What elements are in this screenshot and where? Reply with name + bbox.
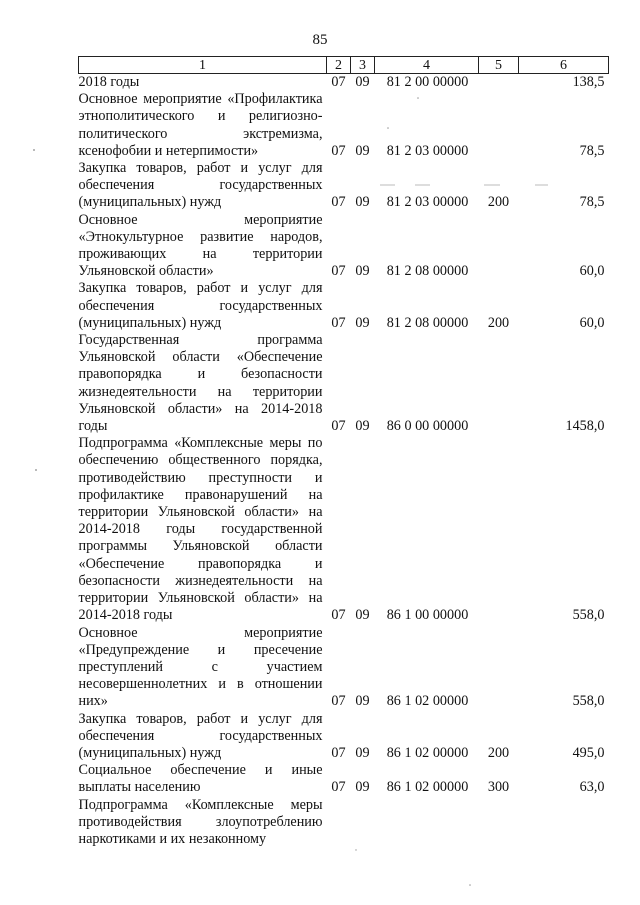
row-section: 07 <box>331 142 346 159</box>
header-col-6: 6 <box>519 57 609 74</box>
row-name: 2018 годы <box>78 74 140 90</box>
row-section: 07 <box>331 744 346 761</box>
row-subsection: 09 <box>355 779 370 796</box>
row-section: 07 <box>331 263 346 280</box>
row-section: 07 <box>331 194 346 211</box>
table-row <box>79 762 609 796</box>
row-subsection: 09 <box>355 693 370 710</box>
row-amount: 138,5 <box>572 74 605 90</box>
row-target-code: 86 1 02 00000 <box>386 779 469 796</box>
row-subsection: 09 <box>355 314 370 331</box>
row-expense-type: 200 <box>487 744 510 761</box>
row-amount <box>519 797 609 849</box>
row-amount: 60,0 <box>579 263 605 280</box>
row-amount: 60,0 <box>579 314 605 331</box>
row-name: Основное мероприятие «Этнокультурное развитие народов, проживающих на территории Ульяновской области» <box>78 211 323 280</box>
row-expense-type <box>479 797 519 849</box>
row-expense-type <box>479 435 519 624</box>
page-number: 85 <box>312 32 328 48</box>
row-expense-type <box>479 74 519 92</box>
row-target-code: 81 2 08 00000 <box>386 314 469 331</box>
row-amount: 63,0 <box>579 779 605 796</box>
row-subsection: 09 <box>355 607 370 624</box>
table-row <box>79 74 609 92</box>
row-subsection: 09 <box>355 142 370 159</box>
table-header-row <box>79 57 609 74</box>
row-name: Закупка товаров, работ и услуг для обеспечения государственных (муниципальных) нужд <box>78 280 323 331</box>
row-target-code: 81 2 08 00000 <box>386 263 469 280</box>
table-row <box>79 212 609 281</box>
row-section: 07 <box>331 779 346 796</box>
row-section: 07 <box>331 418 346 435</box>
row-section: 07 <box>331 607 346 624</box>
row-target-code: 81 2 03 00000 <box>386 194 469 211</box>
table-row <box>79 711 609 763</box>
row-expense-type <box>479 212 519 281</box>
row-expense-type <box>479 625 519 711</box>
row-name: Основное мероприятие «Профилактика этнополитического и религиозно-политического экстремизма, ксенофобии и нетерпимости» <box>78 91 323 159</box>
row-expense-type <box>479 332 519 435</box>
budget-table-container <box>78 56 608 848</box>
row-target-code: 86 0 00 00000 <box>386 418 469 435</box>
row-section <box>327 797 351 849</box>
table-row <box>79 160 609 212</box>
header-col-2: 2 <box>327 57 351 74</box>
row-subsection: 09 <box>355 418 370 435</box>
row-target-code: 81 2 03 00000 <box>386 142 469 159</box>
table-row <box>79 332 609 435</box>
row-subsection: 09 <box>355 194 370 211</box>
row-expense-type: 200 <box>487 314 510 331</box>
table-row <box>79 797 609 849</box>
table-row <box>79 435 609 624</box>
header-col-3: 3 <box>351 57 375 74</box>
row-name: Закупка товаров, работ и услуг для обеспечения государственных (муниципальных) нужд <box>78 160 323 211</box>
header-col-5: 5 <box>479 57 519 74</box>
row-expense-type: 200 <box>487 194 510 211</box>
row-subsection: 09 <box>355 263 370 280</box>
row-target-code: 86 1 02 00000 <box>386 693 469 710</box>
row-amount: 1458,0 <box>565 418 605 435</box>
table-row <box>79 91 609 160</box>
row-target-code: 86 1 02 00000 <box>386 744 469 761</box>
row-section: 07 <box>331 74 346 90</box>
row-amount: 558,0 <box>572 693 605 710</box>
row-expense-type <box>479 91 519 160</box>
row-amount: 78,5 <box>579 194 605 211</box>
row-expense-type: 300 <box>487 779 510 796</box>
row-subsection: 09 <box>355 744 370 761</box>
row-target-code: 81 2 00 00000 <box>386 74 469 90</box>
row-section: 07 <box>331 314 346 331</box>
row-name: Социальное обеспечение и иные выплаты населению <box>78 762 323 796</box>
table-row <box>79 625 609 711</box>
row-subsection: 09 <box>355 74 370 90</box>
header-col-1: 1 <box>79 57 327 74</box>
row-target-code <box>375 797 479 849</box>
row-amount: 558,0 <box>572 607 605 624</box>
row-name: Закупка товаров, работ и услуг для обеспечения государственных (муниципальных) нужд <box>78 710 323 761</box>
budget-table <box>78 56 609 848</box>
row-subsection <box>351 797 375 849</box>
row-target-code: 86 1 00 00000 <box>386 607 469 624</box>
table-body <box>79 74 609 849</box>
row-section: 07 <box>331 693 346 710</box>
row-name: Подпрограмма «Комплексные меры противодействия злоупотреблению наркотиками и их незаконному <box>78 796 323 847</box>
row-name: Подпрограмма «Комплексные меры по обеспечению общественного порядка, противодействию преступности и профилактике правонарушений на территории Ульяновской области» на 2014-2018 годы государственной программы Ульяновской области «Обеспечение правопорядка и безопасности жизнедеятельности на территории Ульяновской области» на 2014-2018 годы <box>78 435 323 624</box>
row-amount: 495,0 <box>572 744 605 761</box>
table-row <box>79 280 609 332</box>
row-name: Основное мероприятие «Предупреждение и пресечение преступлений с участием несовершеннолетних и в отношении них» <box>78 624 323 710</box>
header-col-4: 4 <box>375 57 479 74</box>
row-name: Государственная программа Ульяновской области «Обеспечение правопорядка и безопасности жизнедеятельности на территории Ульяновской области» на 2014-2018 годы <box>78 332 323 435</box>
row-amount: 78,5 <box>579 142 605 159</box>
